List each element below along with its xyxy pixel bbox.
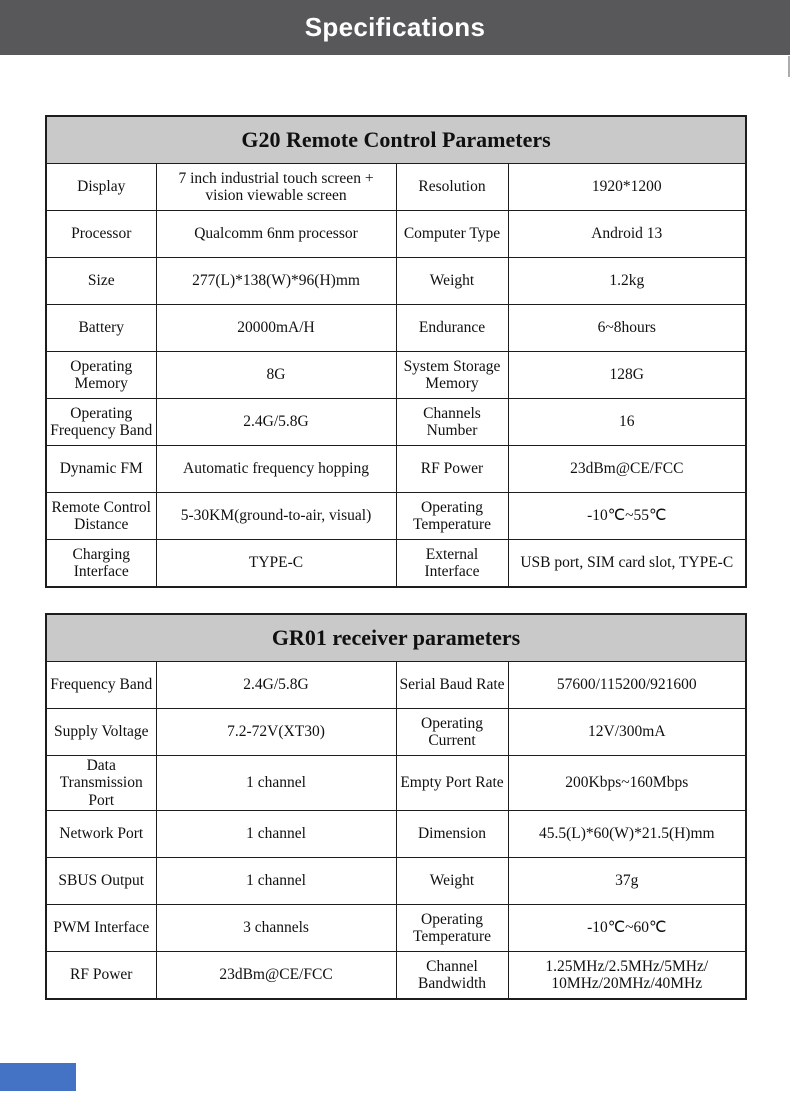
param-value: 6~8hours	[508, 305, 746, 352]
param-value: 57600/115200/921600	[508, 662, 746, 709]
param-value: 45.5(L)*60(W)*21.5(H)mm	[508, 811, 746, 858]
table-row	[46, 493, 746, 540]
param-label: Size	[46, 258, 156, 305]
param-value: 5-30KM(ground-to-air, visual)	[156, 493, 396, 540]
param-label: Dynamic FM	[46, 446, 156, 493]
param-label: SBUS Output	[46, 858, 156, 905]
param-label: RF Power	[396, 446, 508, 493]
param-label: Channels Number	[396, 399, 508, 446]
table-row	[46, 305, 746, 352]
param-value: USB port, SIM card slot, TYPE-C	[508, 540, 746, 588]
param-label: Supply Voltage	[46, 709, 156, 756]
param-label: Weight	[396, 858, 508, 905]
param-value: TYPE-C	[156, 540, 396, 588]
param-label: Weight	[396, 258, 508, 305]
table-row	[46, 662, 746, 709]
param-value: 7.2-72V(XT30)	[156, 709, 396, 756]
param-label: Processor	[46, 211, 156, 258]
param-label: System Storage Memory	[396, 352, 508, 399]
param-label: Serial Baud Rate	[396, 662, 508, 709]
table-row	[46, 756, 746, 811]
param-label: Dimension	[396, 811, 508, 858]
table-row	[46, 258, 746, 305]
param-label: Operating Temperature	[396, 905, 508, 952]
param-value: -10℃~60℃	[508, 905, 746, 952]
param-value: -10℃~55℃	[508, 493, 746, 540]
param-value: 1 channel	[156, 858, 396, 905]
table-row	[46, 858, 746, 905]
param-label: Battery	[46, 305, 156, 352]
param-label: Data Transmission Port	[46, 756, 156, 811]
param-value: Qualcomm 6nm processor	[156, 211, 396, 258]
table-title: GR01 receiver parameters	[46, 614, 746, 662]
param-label: Charging Interface	[46, 540, 156, 588]
param-value: 277(L)*138(W)*96(H)mm	[156, 258, 396, 305]
param-value: 2.4G/5.8G	[156, 662, 396, 709]
param-value: 2.4G/5.8G	[156, 399, 396, 446]
param-value: 200Kbps~160Mbps	[508, 756, 746, 811]
param-label: Resolution	[396, 164, 508, 211]
param-label: Operating Temperature	[396, 493, 508, 540]
param-label: Endurance	[396, 305, 508, 352]
param-value: 1 channel	[156, 756, 396, 811]
table-row	[46, 446, 746, 493]
param-value: 23dBm@CE/FCC	[156, 952, 396, 1000]
param-value: 3 channels	[156, 905, 396, 952]
param-value: 20000mA/H	[156, 305, 396, 352]
param-label: Display	[46, 164, 156, 211]
param-value: 23dBm@CE/FCC	[508, 446, 746, 493]
table-header-row	[46, 116, 746, 164]
param-value: 1920*1200	[508, 164, 746, 211]
param-label: Empty Port Rate	[396, 756, 508, 811]
param-label: RF Power	[46, 952, 156, 1000]
section-header-bar	[0, 0, 790, 55]
param-label: Remote Control Distance	[46, 493, 156, 540]
param-value: 12V/300mA	[508, 709, 746, 756]
table-row	[46, 352, 746, 399]
param-value: 1 channel	[156, 811, 396, 858]
table-row	[46, 399, 746, 446]
table-row	[46, 709, 746, 756]
param-label: Computer Type	[396, 211, 508, 258]
param-value: 128G	[508, 352, 746, 399]
param-value: 37g	[508, 858, 746, 905]
table-row	[46, 952, 746, 1000]
page-title: Specifications	[304, 12, 486, 42]
param-label: Channel Bandwidth	[396, 952, 508, 1000]
param-value: 7 inch industrial touch screen + vision viewable screen	[156, 164, 396, 211]
table-title: G20 Remote Control Parameters	[46, 116, 746, 164]
table-row	[46, 905, 746, 952]
gr01-parameters-table	[45, 613, 747, 1000]
param-value: 8G	[156, 352, 396, 399]
param-label: External Interface	[396, 540, 508, 588]
param-value: 1.25MHz/2.5MHz/5MHz/ 10MHz/20MHz/40MHz	[508, 952, 746, 1000]
param-label: Operating Current	[396, 709, 508, 756]
param-label: PWM Interface	[46, 905, 156, 952]
param-value: 1.2kg	[508, 258, 746, 305]
footer-page-marker	[0, 1063, 76, 1091]
table-header-row	[46, 614, 746, 662]
param-label: Frequency Band	[46, 662, 156, 709]
param-value: Automatic frequency hopping	[156, 446, 396, 493]
param-label: Network Port	[46, 811, 156, 858]
param-value: Android 13	[508, 211, 746, 258]
page-content	[0, 55, 790, 1000]
table-row	[46, 540, 746, 588]
table-row	[46, 811, 746, 858]
param-label: Operating Frequency Band	[46, 399, 156, 446]
table-row	[46, 164, 746, 211]
param-label: Operating Memory	[46, 352, 156, 399]
param-value: 16	[508, 399, 746, 446]
table-row	[46, 211, 746, 258]
g20-parameters-table	[45, 115, 747, 588]
